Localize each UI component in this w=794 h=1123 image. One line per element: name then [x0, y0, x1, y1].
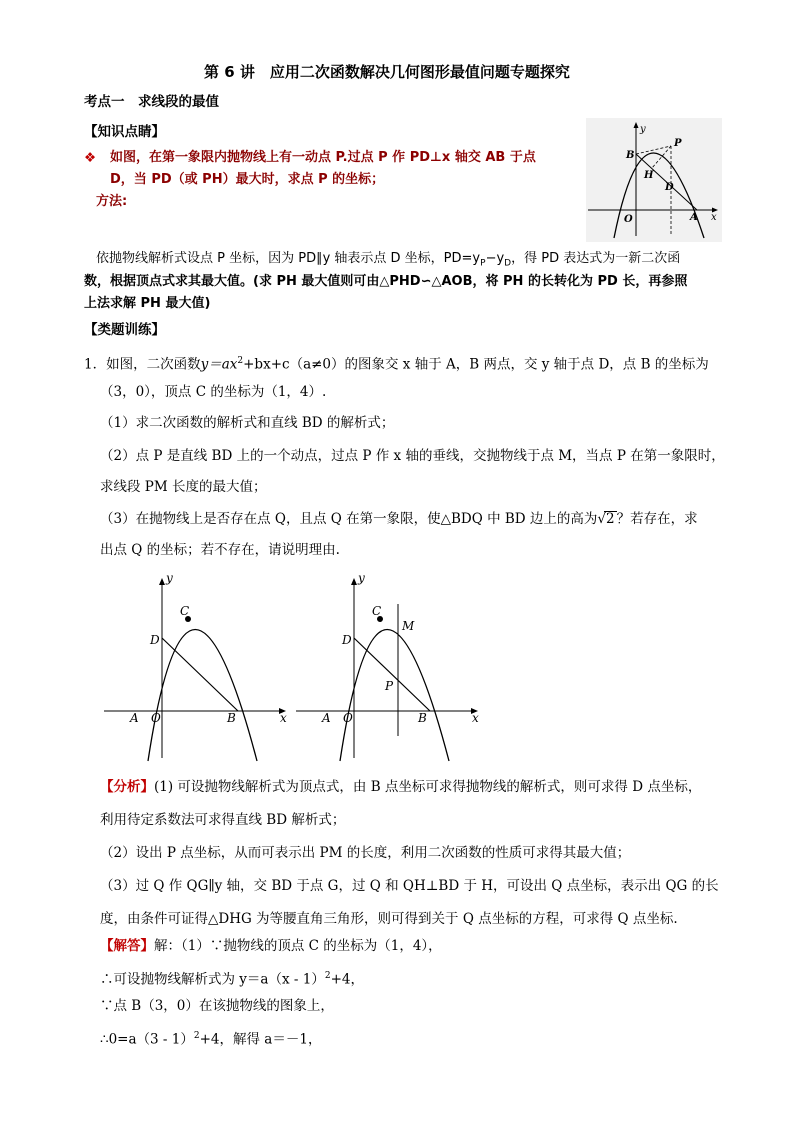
- analysis-line-5: 度，由条件可证得△DHG 为等腰直角三角形，则可得到关于 Q 点坐标的方程，可求得 Q 点坐标.: [100, 911, 678, 927]
- solution-line-3: ∵点 B（3，0）在该抛物线的图象上，: [100, 998, 334, 1014]
- question-1-line-2: （3，0），顶点 C 的坐标为（1，4）.: [100, 384, 327, 400]
- label-x: x: [472, 711, 479, 725]
- solution-line-1: [100, 936, 442, 956]
- solution-text-2a: ∴可设抛物线解析式为 y＝a（x - 1）: [100, 971, 325, 988]
- question-1-part-2a: （2）点 P 是直线 BD 上的一个动点，过点 P 作 x 轴的垂线，交抛物线于点 M，当点 P 在第一象限时，: [100, 448, 725, 464]
- sub-d: D: [504, 258, 512, 269]
- solution-sup-2: 2: [324, 971, 331, 981]
- label-o: O: [151, 711, 161, 725]
- label-b: B: [227, 711, 236, 725]
- label-c: C: [180, 604, 190, 618]
- label-p: P: [385, 679, 394, 693]
- solution-tag: 【解答】: [100, 938, 154, 954]
- knowledge-text-2: D，当 PD（或 PH）最大时，求点 P 的坐标；: [110, 172, 385, 187]
- label-c: C: [372, 604, 382, 618]
- label-a: A: [130, 711, 139, 725]
- parabola-curve: [148, 630, 257, 762]
- label-h: H: [644, 170, 654, 181]
- analysis-line-4: （3）过 Q 作 QG∥y 轴，交 BD 于点 G，过 Q 和 QH⊥BD 于 H，可设出 Q 点坐标，表示出 QG 的长: [100, 878, 719, 894]
- knowledge-text-1: 如图，在第一象限内抛物线上有一动点 P.过点 P 作 PD⊥x 轴交 AB 于点: [110, 150, 536, 165]
- figure-left: [100, 568, 295, 763]
- section-heading: 考点一 求线段的最值: [84, 94, 219, 110]
- q1-prefix: 1．如图，二次函数: [84, 356, 201, 373]
- solution-line-4: [100, 1026, 321, 1050]
- knowledge-heading: 【知识点睛】: [84, 124, 165, 140]
- page-title: 第 6 讲 应用二次函数解决几何图形最值问题专题探究: [204, 63, 570, 81]
- label-b: B: [626, 150, 635, 161]
- q1-sup: 2: [237, 356, 244, 366]
- analysis-line-2: 利用待定系数法可求得直线 BD 解析式；: [100, 812, 346, 828]
- knowledge-figure: [586, 118, 722, 242]
- question-1-part-3a: （3）在抛物线上是否存在点 Q，且点 Q 在第一象限，使△BDQ 中 BD 边上的高为√2 ？若存在，求: [100, 511, 698, 527]
- label-x: x: [280, 711, 287, 725]
- label-o: O: [343, 711, 353, 725]
- question-1-part-1: （1）求二次函数的解析式和直线 BD 的解析式；: [100, 415, 395, 431]
- label-y: y: [358, 571, 365, 585]
- analysis-text-1: (1) 可设抛物线解析式为顶点式，由 B 点坐标可求得抛物线的解析式，则可求得 D 点坐标，: [154, 779, 702, 795]
- y-axis-arrow-icon: [159, 578, 165, 585]
- method-paragraph-2: 数，根据顶点式求其最大值。(求 PH 最大值则可由△PHD∽△AOB，将 PH 的长转化为 PD 长，再参照: [84, 274, 688, 289]
- method-label: 方法:: [96, 194, 128, 209]
- line-bd: [354, 638, 430, 711]
- label-a: A: [322, 711, 331, 725]
- label-o: O: [624, 214, 633, 225]
- sqrt-value: 2: [606, 511, 615, 527]
- line-bd: [162, 638, 238, 711]
- solution-text-2b: +4，: [330, 971, 364, 988]
- label-a: A: [690, 212, 698, 223]
- analysis-tag: 【分析】: [100, 779, 154, 795]
- solution-text-1: 解：（1）∵抛物线的顶点 C 的坐标为（1，4），: [154, 938, 442, 954]
- method-paragraph-1-text: 依抛物线解析式设点 P 坐标，因为 PD∥y 轴表示点 D 坐标，PD=y: [96, 251, 481, 266]
- figure-background: [586, 118, 722, 242]
- bullet-icon: ❖: [84, 150, 97, 166]
- label-d: D: [150, 633, 160, 647]
- label-d: D: [665, 182, 674, 193]
- solution-text-4a: ∴0=a（3 - 1）: [100, 1031, 194, 1048]
- y-axis-arrow-icon: [351, 578, 357, 585]
- label-m: M: [402, 619, 415, 633]
- method-paragraph-3: 上法求解 PH 最大值): [84, 296, 211, 311]
- label-y: y: [166, 571, 173, 585]
- solution-sup-4: 2: [193, 1031, 200, 1041]
- method-paragraph-1-end: ，得 PD 表达式为一新二次函: [511, 251, 681, 266]
- parabola-curve: [340, 630, 449, 762]
- method-paragraph-1: [96, 249, 680, 274]
- q1-formula: y＝ax: [200, 356, 238, 373]
- figure-right: [292, 568, 487, 763]
- q1-part3-tail: ？若存在，求: [616, 511, 698, 527]
- label-d: D: [342, 633, 352, 647]
- sub-p: P: [480, 258, 486, 269]
- label-y: y: [640, 124, 646, 135]
- q1-rest: +bx+c（a≠0）的图象交 x 轴于 A，B 两点，交 y 轴于点 D，点 B 的坐标为: [243, 356, 709, 373]
- method-paragraph-1-mid: −y: [485, 251, 505, 266]
- q1-part3-text: （3）在抛物线上是否存在点 Q，且点 Q 在第一象限，使△BDQ 中 BD 边上的高为: [100, 511, 598, 527]
- solution-line-2: [100, 966, 364, 990]
- analysis-line-3: （2）设出 P 点坐标，从而可表示出 PM 的长度，利用二次函数的性质可求得其最大值；: [100, 845, 631, 861]
- question-1-part-2b: 求线段 PM 长度的最大值；: [100, 479, 267, 495]
- question-1-line-1: [84, 351, 709, 375]
- label-p: P: [674, 138, 682, 149]
- training-heading: 【类题训练】: [84, 322, 165, 338]
- analysis-line-1: [100, 777, 701, 797]
- question-1-part-3c: 出点 Q 的坐标；若不存在，请说明理由.: [100, 542, 340, 558]
- solution-text-4b: +4，解得 a＝－1，: [199, 1031, 322, 1048]
- label-x: x: [711, 212, 717, 223]
- label-b: B: [418, 711, 427, 725]
